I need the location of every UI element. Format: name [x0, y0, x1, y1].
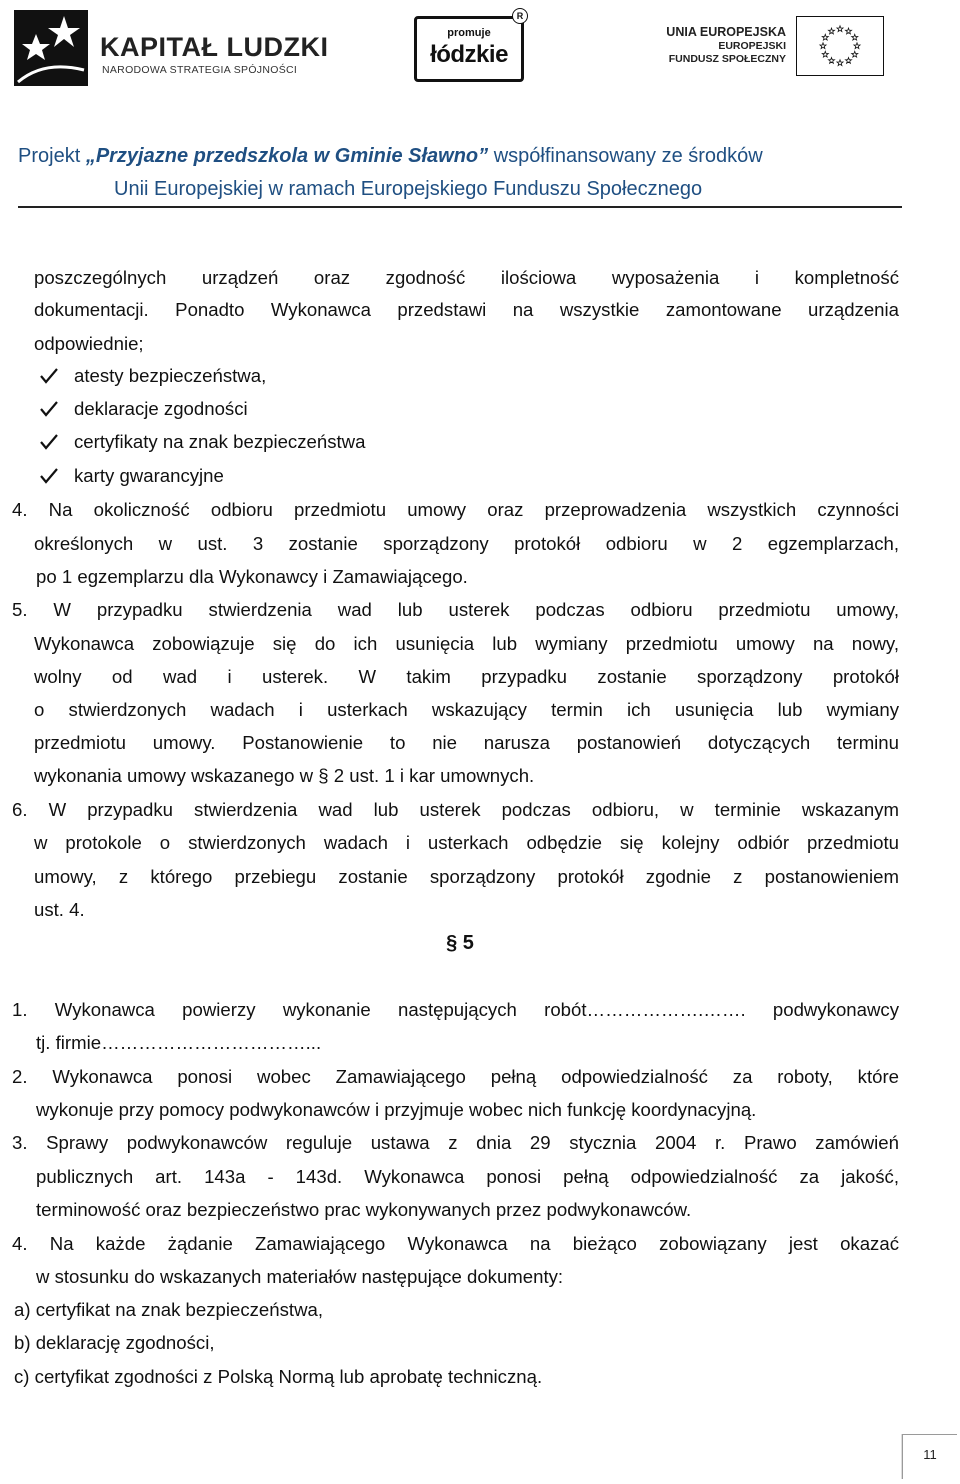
promuje-text: promuje	[447, 27, 491, 39]
p5-line-5: przedmiotu umowy. Postanowienie to nie narusza postanowień dotyczących terminu	[34, 732, 899, 753]
ue-line2: EUROPEJSKI	[718, 40, 786, 52]
checkmark-icon	[40, 397, 58, 421]
intro-line-3: odpowiednie;	[34, 333, 144, 354]
s4-line-1: 4. Na każde żądanie Zamawiającego Wykonawca na bieżąco zobowiązany jest okazać	[12, 1233, 899, 1254]
eu-star-icon	[828, 58, 834, 64]
eu-flag-icon	[796, 16, 884, 76]
s1-line-2: tj. firmie……………………………...	[36, 1032, 322, 1053]
s4-item-a: a) certyfikat na znak bezpieczeństwa,	[14, 1299, 324, 1320]
p6-line-4: ust. 4.	[34, 899, 85, 920]
kapital-ludzki-logo	[14, 10, 329, 90]
page-number-box	[902, 1434, 957, 1479]
kapital-ludzki-title: KAPITAŁ LUDZKI	[100, 32, 329, 62]
checklist-item: certyfikaty na znak bezpieczeństwa	[74, 431, 366, 452]
lodzkie-text: łódzkie	[430, 41, 508, 68]
ue-line1: UNIA EUROPEJSKA	[666, 25, 786, 39]
s4-line-2: w stosunku do wskazanych materiałów następujące dokumenty:	[36, 1266, 564, 1287]
checklist-item: karty gwarancyjne	[74, 465, 224, 486]
project-suffix: współfinansowany ze środków	[488, 145, 763, 167]
registered-mark: R	[512, 8, 528, 24]
eu-star-icon	[822, 34, 828, 40]
checklist-item: atesty bezpieczeństwa,	[74, 365, 267, 386]
s2-line-1: 2. Wykonawca ponosi wobec Zamawiającego pełną odpowiedzialność za roboty, które	[12, 1066, 899, 1087]
eu-star-icon	[822, 51, 828, 57]
p6-line-2: w protokole o stwierdzonych wadach i usterkach odbędzie się kolejny odbiór przedmiotu	[34, 832, 899, 853]
eu-star-icon	[852, 51, 858, 57]
s4-item-c: c) certyfikat zgodności z Polską Normą lub aprobatę techniczną.	[14, 1366, 543, 1387]
eu-star-icon	[845, 58, 851, 64]
ue-text-block	[666, 24, 786, 66]
s3-line-1: 3. Sprawy podwykonawców reguluje ustawa z dnia 29 stycznia 2004 r. Prawo zamówień	[12, 1132, 899, 1153]
intro-line-2: dokumentacji. Ponadto Wykonawca przedstawi na wszystkie zamontowane urządzenia	[34, 299, 899, 320]
p4-line-1: 4. Na okoliczność odbioru przedmiotu umowy oraz przeprowadzenia wszystkich czynności	[12, 499, 899, 520]
s3-line-3: terminowość oraz bezpieczeństwo prac wykonywanych przez podwykonawców.	[36, 1199, 692, 1220]
s1-line-1: 1. Wykonawca powierzy wykonanie następujących robót……………….……. podwykonawcy	[12, 999, 899, 1020]
promuje-lodzkie-frame	[414, 16, 524, 82]
p4-line-3: po 1 egzemplarzu dla Wykonawcy i Zamawiającego.	[36, 566, 468, 587]
eu-star-icon	[845, 28, 851, 34]
s2-line-2: wykonuje przy pomocy podwykonawców i przyjmuje wobec nich funkcję koordynacyjną.	[36, 1099, 757, 1120]
project-header-line1	[18, 140, 902, 173]
project-header	[18, 140, 902, 206]
kapital-ludzki-emblem	[14, 10, 88, 86]
p5-line-1: 5. W przypadku stwierdzenia wad lub usterek podczas odbioru przedmiotu umowy,	[12, 599, 899, 620]
eu-star-icon	[852, 34, 858, 40]
p5-line-3: wolny od wad i usterek. W takim przypadku zostanie sporządzony protokół	[34, 666, 899, 687]
project-header-line2: Unii Europejskiej w ramach Europejskiego Funduszu Społecznego	[114, 178, 703, 200]
p6-line-3: umowy, z którego przebiegu zostanie sporządzony protokół zgodnie z postanowieniem	[34, 866, 899, 887]
checkmark-icon	[40, 430, 58, 454]
header-divider	[18, 206, 902, 208]
header-logos	[0, 0, 960, 110]
p4-line-2: określonych w ust. 3 zostanie sporządzony protokół odbioru w 2 egzemplarzach,	[34, 533, 899, 554]
unia-europejska-logo	[666, 16, 886, 78]
project-prefix: Projekt	[18, 145, 86, 167]
ue-line3: FUNDUSZ SPOŁECZNY	[668, 53, 786, 65]
p5-line-6: wykonania umowy wskazanego w § 2 ust. 1 i kar umownych.	[34, 765, 535, 786]
p6-line-1: 6. W przypadku stwierdzenia wad lub usterek podczas odbioru, w terminie wskazanym	[12, 799, 899, 820]
intro-line-1: poszczególnych urządzeń oraz zgodność ilościowa wyposażenia i kompletność	[34, 267, 899, 288]
checkmark-icon	[40, 364, 58, 388]
eu-star-icon	[837, 60, 843, 66]
eu-star-icon	[828, 28, 834, 34]
kapital-ludzki-subtitle: NARODOWA STRATEGIA SPÓJNOŚCI	[102, 64, 298, 76]
promuje-lodzkie-logo	[414, 10, 526, 82]
p5-line-2: Wykonawca zobowiązuje się do ich usunięcia lub wymiany przedmiotu umowy na nowy,	[34, 633, 899, 654]
checklist-item: deklaracje zgodności	[74, 398, 248, 419]
project-title: „Przyjazne przedszkola w Gminie Sławno”	[85, 145, 489, 167]
s3-line-2: publicznych art. 143a - 143d. Wykonawca ponosi pełną odpowiedzialność za jakość,	[36, 1166, 899, 1187]
checkmark-icon	[40, 464, 58, 488]
eu-star-icon	[854, 43, 860, 49]
s4-item-b: b) deklarację zgodności,	[14, 1332, 215, 1353]
section-heading: § 5	[446, 932, 474, 954]
eu-star-icon	[820, 43, 826, 49]
eu-star-icon	[837, 26, 843, 32]
page-number: 11	[923, 1447, 937, 1462]
p5-line-4: o stwierdzonych wadach i usterkach wskazujący termin ich usunięcia lub wymiany	[34, 699, 899, 720]
